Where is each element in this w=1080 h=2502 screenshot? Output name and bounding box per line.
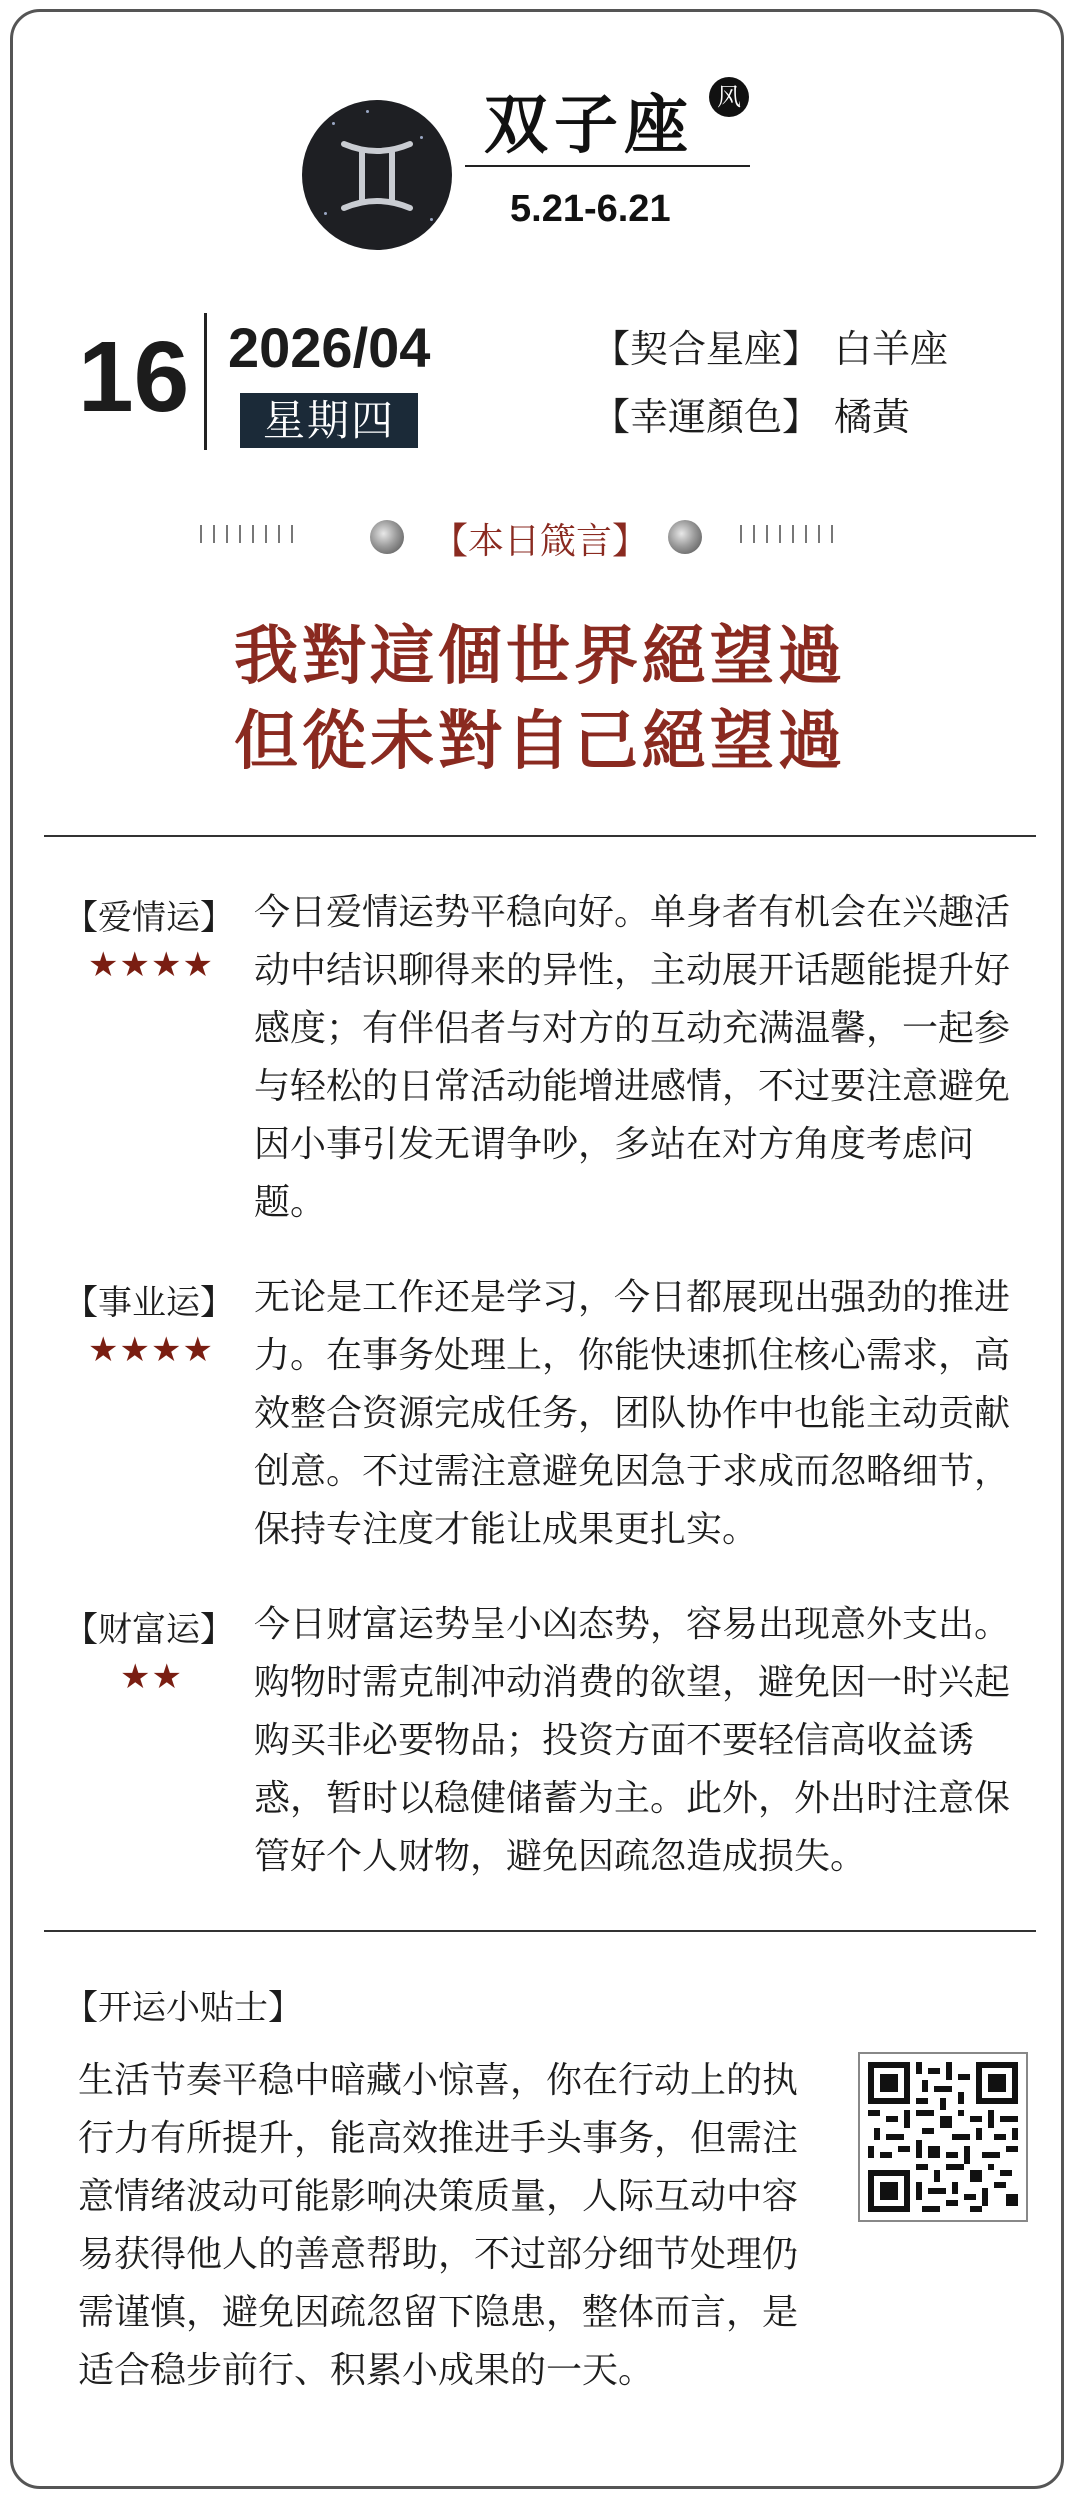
section-divider	[44, 835, 1036, 837]
tips-label: 【开运小贴士】	[64, 1988, 302, 2028]
motto-line-1: 我對這個世界絕望過	[234, 619, 846, 694]
love-fortune-text: 今日爱情运势平稳向好。单身者有机会在兴趣活动中结识聊得来的异性，主动展开话题能提升好感度；有伴侣者与对方的互动充满温馨，一起参与轻松的日常活动能增进感情，不过要注意避免因小事引发无谓争吵，多站在对方角度考虑问题。	[254, 892, 1011, 1223]
lucky-color-value: 橘黃	[834, 395, 911, 439]
wealth-fortune-stars: ★★	[120, 1657, 183, 1697]
career-fortune-stars: ★★★★	[88, 1330, 214, 1370]
weekday-badge: 星期四	[240, 393, 418, 448]
wealth-fortune-label: 【财富运】	[64, 1610, 234, 1650]
career-fortune-label: 【事业运】	[64, 1283, 234, 1323]
sign-name-underline	[465, 165, 750, 167]
match-sign-value: 白羊座	[834, 327, 949, 371]
moon-icon	[668, 520, 702, 554]
motto-line-2: 但從未對自己絕望過	[234, 704, 846, 779]
match-sign-row	[592, 318, 948, 373]
sign-name: 双子座	[484, 88, 694, 163]
career-fortune-text: 无论是工作还是学习，今日都展现出强劲的推进力。在事务处理上，你能快速抓住核心需求，高效整合资源完成任务，团队协作中也能主动贡献创意。不过需注意避免因急于求成而忽略细节，保持专注度才能让成果更扎实。	[254, 1277, 1011, 1550]
love-fortune-label: 【爱情运】	[64, 898, 234, 938]
day-number: 16	[78, 321, 190, 433]
sign-date-range: 5.21-6.21	[510, 188, 671, 230]
moon-icon	[370, 520, 404, 554]
left-tick-ornament	[200, 525, 304, 547]
right-tick-ornament	[740, 525, 844, 547]
year-month: 2026/04	[228, 316, 431, 379]
date-divider	[204, 313, 207, 450]
match-sign-label: 【契合星座】	[592, 327, 821, 371]
love-fortune-stars: ★★★★	[88, 945, 214, 985]
tips-text: 生活节奏平稳中暗藏小惊喜，你在行动上的执行力有所提升，能高效推进手头事务，但需注意情绪波动可能影响决策质量，人际互动中容易获得他人的善意帮助，不过部分细节处理仍需谨慎，避免因疏忽留下隐患，整体而言，是适合稳步前行、积累小成果的一天。	[78, 2060, 799, 2391]
lucky-color-row	[592, 386, 910, 441]
motto-label: 【本日箴言】	[432, 521, 649, 562]
element-badge: 风	[709, 77, 749, 117]
qr-code[interactable]	[858, 2052, 1028, 2222]
gemini-glyph-icon	[302, 100, 452, 250]
wealth-fortune-text: 今日财富运势呈小凶态势，容易出现意外支出。购物时需克制冲动消费的欲望，避免因一时兴起购买非必要物品；投资方面不要轻信高收益诱惑，暂时以稳健储蓄为主。此外，外出时注意保管好个人财物，避免因疏忽造成损失。	[254, 1604, 1011, 1877]
lucky-color-label: 【幸運顏色】	[592, 395, 821, 439]
section-divider	[44, 1930, 1036, 1932]
gemini-emblem	[302, 100, 452, 250]
qr-code-icon	[868, 2062, 1018, 2212]
